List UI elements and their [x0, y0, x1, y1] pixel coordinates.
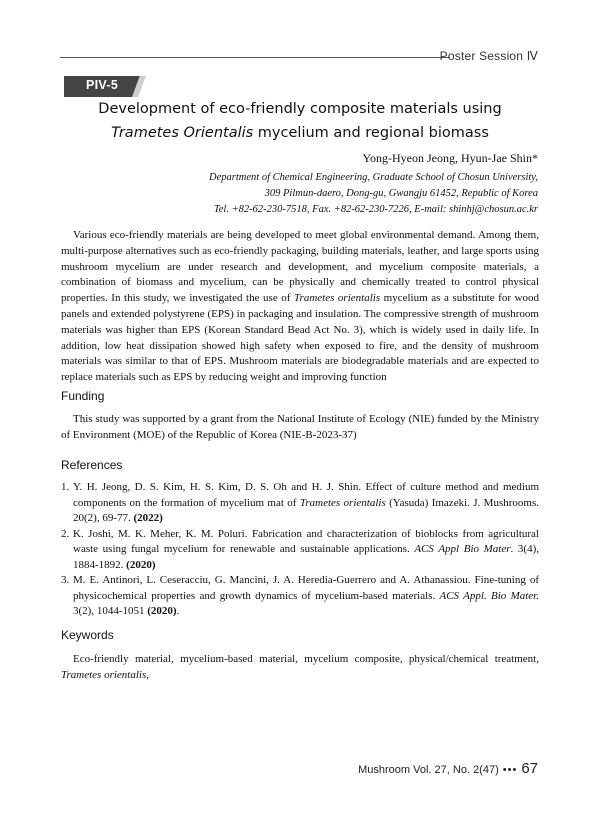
journal-citation: Mushroom Vol. 27, No. 2(47) — [358, 764, 499, 776]
paper-title — [60, 97, 540, 145]
title-line-2-rest: mycelium and regional biomass — [253, 125, 489, 141]
reference-item: 3. M. E. Antinori, L. Ceseracciu, G. Mancini, J. A. Heredia-Guerrero and A. Athanassiou. Fine-tuning of physicochemical properties and growth dynamics of mycelium-based materials. ACS Appl. Bio Mater. 3(2), 1044-1051 (2020). — [61, 574, 539, 617]
abstract — [61, 228, 539, 386]
references-list — [61, 480, 539, 620]
footer-dots: ••• — [502, 764, 518, 776]
abstract-species: Trametes orientalis — [294, 292, 381, 305]
references-heading: References — [61, 458, 123, 472]
affiliation-contact: Tel. +82-62-230-7518, Fax. +82-62-230-7226, E-mail: shinhj@chosun.ac.kr — [213, 204, 538, 215]
title-line-1: Development of eco-friendly composite materials using — [98, 101, 502, 117]
affiliation-line-2: 309 Pilmun-daero, Dong-gu, Gwangju 61452, Republic of Korea — [264, 188, 538, 199]
tag-label: PIV-5 — [86, 78, 119, 92]
funding-heading: Funding — [61, 389, 105, 403]
session-label: Poster Session Ⅳ — [439, 49, 538, 63]
affiliation — [209, 170, 538, 218]
page-footer — [358, 760, 538, 778]
abstract-part-1: Various eco-friendly materials are being developed to meet global environmental demand. Among them, multi-purpose alternatives such as eco-friendly packaging, building materials, leather, and large sports using mushroom mycelium are under research and development, and mycelium composite materials, a combination of biomass and mycelium, can be physically and chemically treated to control physical properties. In this study, we investigated the use of — [61, 229, 539, 305]
reference-item: 2. K. Joshi, M. K. Meher, K. M. Poluri. Fabrication and characterization of bioblocks from agricultural waste using fungal mycelium for renewable and sustainable applications. ACS Appl Bio Mater. 3(4), 1884-1892. (2020) — [61, 527, 539, 571]
keywords-heading: Keywords — [61, 628, 114, 642]
keywords-text: Eco-friendly material, mycelium-based material, mycelium composite, physical/chemical treatment, Trametes orientalis, — [61, 653, 539, 681]
poster-tag — [64, 76, 142, 97]
header-rule — [60, 57, 450, 58]
page-number: 67 — [521, 760, 538, 777]
title-species: Trametes Orientalis — [111, 125, 254, 141]
keywords-species: Trametes orientalis — [61, 669, 147, 681]
abstract-part-2: mycelium as a substitute for wood panels and extended polystyrene (EPS) in packaging and insulation. The compressive strength of mushroom materials was higher than EPS (Korean Standard Bead Act No. 3), which is widely used in daily life. In addition, low heat dissipation showed high safety when exposed to fire, and the density of mushroom materials was similar to that of EPS. Mushroom materials are biodegradable materials and are expected to replace materials such as EPS by reducing weight and improving function — [61, 292, 539, 384]
title-line-2 — [60, 121, 540, 145]
authors: Yong-Hyeon Jeong, Hyun-Jae Shin* — [362, 151, 538, 165]
funding-text: This study was supported by a grant from the National Institute of Ecology (NIE) funded by the Ministry of Environment (MOE) of the Republic of Korea (NIE-B-2023-37) — [61, 413, 539, 441]
affiliation-line-1: Department of Chemical Engineering, Graduate School of Chosun University, — [209, 172, 538, 183]
reference-item: 1. Y. H. Jeong, D. S. Kim, H. S. Kim, D. S. Oh and H. J. Shin. Effect of culture method and medium components on the formation of mycelium mat of Trametes orientalis (Yasuda) Imazeki. J. Mushrooms. 20(2), 69-77. (2022) — [61, 481, 539, 524]
